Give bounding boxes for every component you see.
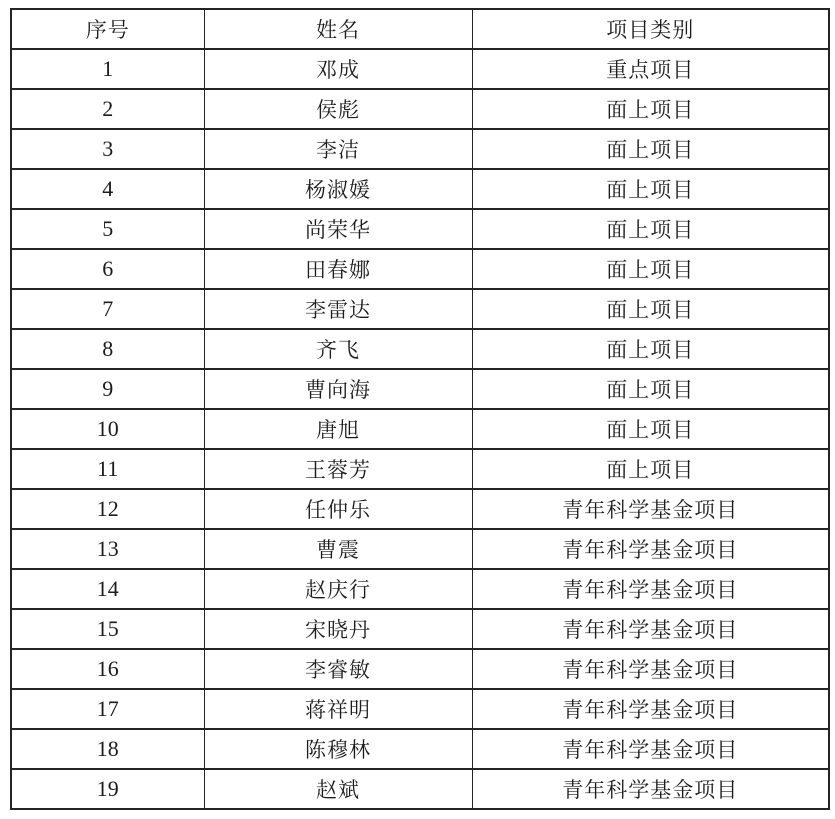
cell-name: 陈穆林: [204, 729, 472, 769]
table-row: [11, 49, 829, 89]
cell-name: 杨淑媛: [204, 169, 472, 209]
cell-name: 王蓉芳: [204, 449, 472, 489]
cell-name: 齐飞: [204, 329, 472, 369]
cell-name: 赵庆行: [204, 569, 472, 609]
table-row: [11, 289, 829, 329]
cell-category: 面上项目: [472, 409, 829, 449]
table-row: [11, 609, 829, 649]
cell-name: 蒋祥明: [204, 689, 472, 729]
cell-index: 17: [11, 689, 204, 729]
cell-index: 3: [11, 129, 204, 169]
table-row: [11, 369, 829, 409]
cell-category: 面上项目: [472, 169, 829, 209]
table-row: [11, 209, 829, 249]
table-row: [11, 649, 829, 689]
cell-index: 11: [11, 449, 204, 489]
cell-index: 9: [11, 369, 204, 409]
cell-category: 青年科学基金项目: [472, 609, 829, 649]
table-row: [11, 489, 829, 529]
cell-category: 青年科学基金项目: [472, 729, 829, 769]
cell-name: 尚荣华: [204, 209, 472, 249]
cell-name: 唐旭: [204, 409, 472, 449]
table-row: [11, 449, 829, 489]
column-header-index: 序号: [11, 9, 204, 49]
cell-category: 青年科学基金项目: [472, 569, 829, 609]
cell-category: 青年科学基金项目: [472, 689, 829, 729]
cell-name: 李睿敏: [204, 649, 472, 689]
table-row: [11, 129, 829, 169]
cell-category: 重点项目: [472, 49, 829, 89]
cell-index: 5: [11, 209, 204, 249]
cell-name: 任仲乐: [204, 489, 472, 529]
cell-index: 15: [11, 609, 204, 649]
table-row: [11, 689, 829, 729]
cell-index: 7: [11, 289, 204, 329]
cell-name: 李洁: [204, 129, 472, 169]
cell-name: 李雷达: [204, 289, 472, 329]
cell-category: 面上项目: [472, 89, 829, 129]
cell-index: 8: [11, 329, 204, 369]
table-row: [11, 169, 829, 209]
cell-name: 曹震: [204, 529, 472, 569]
table-row: [11, 529, 829, 569]
cell-index: 12: [11, 489, 204, 529]
cell-name: 赵斌: [204, 769, 472, 809]
cell-index: 19: [11, 769, 204, 809]
table-row: [11, 249, 829, 289]
cell-name: 宋晓丹: [204, 609, 472, 649]
cell-name: 田春娜: [204, 249, 472, 289]
cell-index: 14: [11, 569, 204, 609]
cell-name: 邓成: [204, 49, 472, 89]
cell-index: 10: [11, 409, 204, 449]
table-body: [11, 49, 829, 809]
cell-name: 曹向海: [204, 369, 472, 409]
table-row: [11, 329, 829, 369]
table-row: [11, 729, 829, 769]
cell-index: 16: [11, 649, 204, 689]
cell-category: 面上项目: [472, 329, 829, 369]
table-row: [11, 89, 829, 129]
cell-index: 1: [11, 49, 204, 89]
table-row: [11, 409, 829, 449]
project-roster-table: [10, 8, 830, 810]
table-row: [11, 769, 829, 809]
cell-category: 面上项目: [472, 209, 829, 249]
cell-category: 面上项目: [472, 249, 829, 289]
table-header-row: [11, 9, 829, 49]
cell-index: 13: [11, 529, 204, 569]
cell-category: 面上项目: [472, 449, 829, 489]
cell-index: 6: [11, 249, 204, 289]
cell-index: 2: [11, 89, 204, 129]
cell-category: 青年科学基金项目: [472, 489, 829, 529]
cell-category: 青年科学基金项目: [472, 529, 829, 569]
table-row: [11, 569, 829, 609]
cell-name: 侯彪: [204, 89, 472, 129]
cell-index: 18: [11, 729, 204, 769]
cell-category: 青年科学基金项目: [472, 649, 829, 689]
cell-category: 面上项目: [472, 129, 829, 169]
cell-category: 面上项目: [472, 369, 829, 409]
cell-category: 面上项目: [472, 289, 829, 329]
column-header-category: 项目类别: [472, 9, 829, 49]
cell-index: 4: [11, 169, 204, 209]
cell-category: 青年科学基金项目: [472, 769, 829, 809]
column-header-name: 姓名: [204, 9, 472, 49]
